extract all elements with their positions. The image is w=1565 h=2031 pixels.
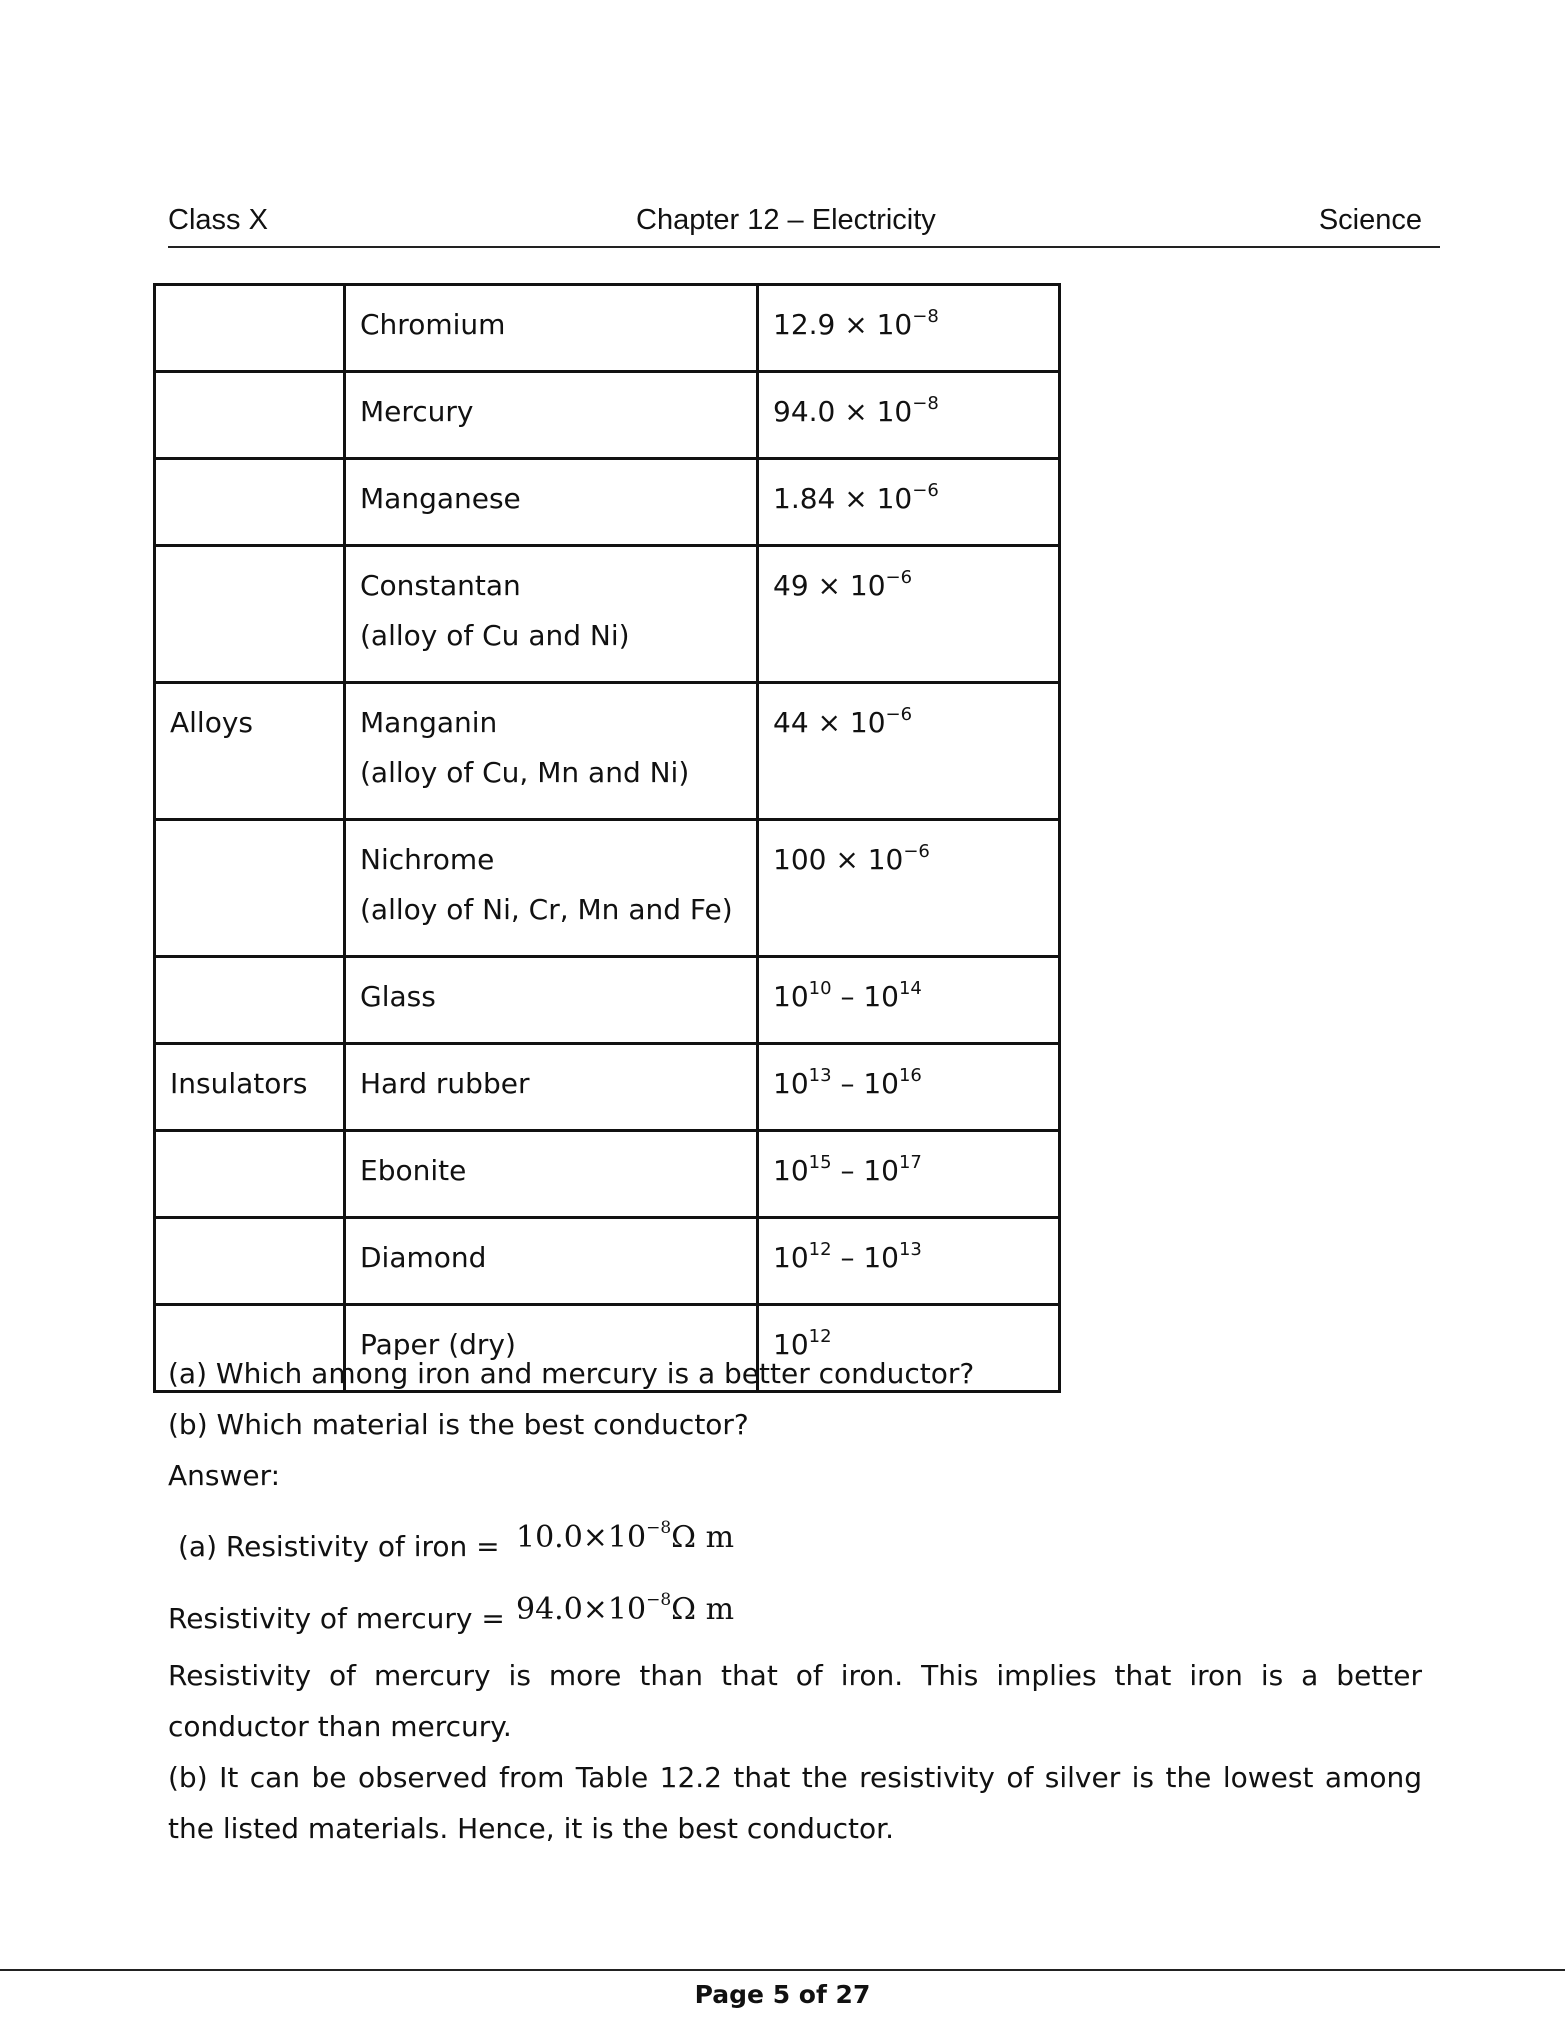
table-row (155, 546, 1060, 683)
category-insulators: Insulators (155, 1044, 345, 1131)
resistivity-cell (758, 1044, 1060, 1131)
resistivity-cell (758, 372, 1060, 459)
category-cell (155, 459, 345, 546)
material-name: Constantan (360, 569, 521, 602)
category-cell (155, 957, 345, 1044)
material-cell (345, 820, 758, 957)
material-note: (alloy of Ni, Cr, Mn and Fe) (360, 893, 733, 926)
table-row (155, 459, 1060, 546)
page-number: Page 5 of 27 (694, 1980, 871, 2009)
resistivity-value: $10^{13} - 10^{16}$ (773, 1065, 922, 1100)
resistivity-cell (758, 957, 1060, 1044)
material-name: Mercury (360, 395, 474, 428)
resistivity-cell (758, 820, 1060, 957)
material-note: (alloy of Cu and Ni) (360, 619, 630, 652)
header-class: Class X (168, 204, 268, 236)
resistivity-table (153, 283, 1061, 1393)
table-row (155, 1131, 1060, 1218)
category-cell (155, 546, 345, 683)
material-name: Manganese (360, 482, 521, 515)
resistivity-value: $10^{12} - 10^{13}$ (773, 1239, 922, 1274)
material-name: Diamond (360, 1241, 487, 1274)
table-row (155, 285, 1060, 372)
material-cell (345, 372, 758, 459)
table-row (155, 683, 1060, 820)
resistivity-cell (758, 1131, 1060, 1218)
category-cell (155, 820, 345, 957)
material-name: Nichrome (360, 843, 495, 876)
resistivity-cell (758, 459, 1060, 546)
category-alloys: Alloys (155, 683, 345, 820)
material-name: Ebonite (360, 1154, 467, 1187)
category-cell (155, 1131, 345, 1218)
mercury-resistivity-label: Resistivity of mercury = (168, 1602, 505, 1635)
answer-b-paragraph: (b) It can be observed from Table 12.2 that the resistivity of silver is the lowest among the listed materials. Hence, it is the best conductor. (168, 1761, 1422, 1845)
resistivity-value: $44 \times 10^{-6}$ (773, 704, 913, 739)
page-header (168, 200, 1440, 248)
material-cell (345, 1131, 758, 1218)
resistivity-value: $10^{12}$ (773, 1326, 832, 1361)
answer-label: Answer: (168, 1459, 281, 1492)
resistivity-value: $49 \times 10^{-6}$ (773, 567, 913, 602)
resistivity-cell (758, 683, 1060, 820)
table-row (155, 372, 1060, 459)
header-subject: Science (1318, 204, 1422, 236)
material-name: Hard rubber (360, 1067, 530, 1100)
resistivity-value: $100 \times 10^{-6}$ (773, 841, 930, 876)
resistivity-value: $1.84 \times 10^{-6}$ (773, 480, 939, 515)
table-row (155, 1218, 1060, 1305)
footer-divider (0, 1969, 1565, 1971)
resistivity-cell (758, 285, 1060, 372)
material-cell (345, 459, 758, 546)
iron-resistivity-value: $10.0\times 10^{-8}\Omega$ m (516, 1518, 735, 1555)
material-cell (345, 546, 758, 683)
material-name: Manganin (360, 706, 498, 739)
material-cell (345, 285, 758, 372)
material-name: Chromium (360, 308, 506, 341)
resistivity-value: $10^{10} - 10^{14}$ (773, 978, 922, 1013)
material-name: Paper (dry) (360, 1328, 516, 1361)
category-cell (155, 372, 345, 459)
resistivity-value: $12.9 \times 10^{-8}$ (773, 306, 939, 341)
question-a: (a) Which among iron and mercury is a better conductor? (168, 1357, 975, 1390)
question-b: (b) Which material is the best conductor? (168, 1408, 749, 1441)
material-name: Glass (360, 980, 436, 1013)
material-cell (345, 1044, 758, 1131)
material-cell (345, 957, 758, 1044)
material-cell (345, 1218, 758, 1305)
mercury-resistivity-value: $94.0\times 10^{-8}\Omega$ m (516, 1590, 735, 1627)
iron-resistivity-label: (a) Resistivity of iron = (178, 1530, 500, 1563)
resistivity-cell (758, 1218, 1060, 1305)
resistivity-cell (758, 546, 1060, 683)
header-chapter: Chapter 12 – Electricity (636, 204, 936, 236)
table-row (155, 820, 1060, 957)
resistivity-value: $94.0 \times 10^{-8}$ (773, 393, 939, 428)
category-cell (155, 285, 345, 372)
answer-a-paragraph: Resistivity of mercury is more than that of iron. This implies that iron is a better conductor than mercury. (168, 1659, 1422, 1743)
resistivity-value: $10^{15} - 10^{17}$ (773, 1152, 922, 1187)
material-cell (345, 683, 758, 820)
table-row (155, 957, 1060, 1044)
material-note: (alloy of Cu, Mn and Ni) (360, 756, 690, 789)
category-cell (155, 1218, 345, 1305)
table-row (155, 1044, 1060, 1131)
